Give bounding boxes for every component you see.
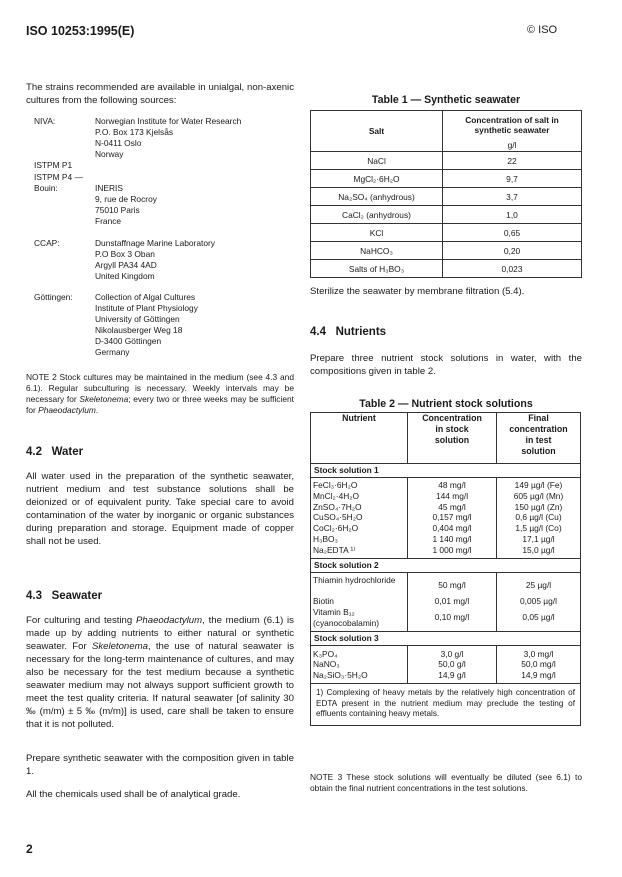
table-1-title: Table 1 — Synthetic seawater (371, 94, 521, 106)
source-key: CCAP: (34, 238, 60, 248)
table-1-synthetic-seawater (310, 110, 582, 278)
note-text: ; every two or three weeks may be sufficient for (26, 394, 295, 415)
note-3: NOTE 3 These stock solutions will eventually be diluted (see 6.1) to obtain the final nutrient concentrations in the test solutions. (310, 772, 582, 793)
table-row (311, 188, 582, 206)
nutrient-cell: MnCl₂·4H₂O (313, 490, 360, 501)
concentration-cell: 0,20 (443, 242, 582, 260)
page-number: 2 (26, 842, 33, 856)
address-line: N-0411 Oslo (95, 138, 142, 148)
stock-cell: 50 mg/l (438, 579, 466, 590)
table-row (311, 206, 582, 224)
nutrient-cell: Vitamin B₁₂ (cyanocobalamin) (313, 606, 380, 628)
address-line: INERIS (95, 183, 123, 193)
section-heading-water: 4.2 Water (26, 446, 84, 458)
header-line: synthetic seawater (474, 125, 550, 135)
stock-cell: 1 000 mg/l (432, 544, 472, 555)
stock-cell: 0,157 mg/l (432, 512, 472, 523)
header-line: solution (521, 446, 556, 456)
source-address (95, 292, 198, 358)
stock-cell: 3,0 g/l (440, 648, 464, 659)
address-line: Institute of Plant Physiology (95, 303, 198, 313)
table-row (311, 242, 582, 260)
seawater-composition-paragraph: Prepare synthetic seawater with the composition given in table 1. (26, 753, 294, 777)
nutrient-column (311, 478, 408, 559)
stock-column (408, 572, 497, 631)
nutrient-cell: Na₂SiO₃·5H₂O (313, 670, 368, 681)
stock-solution-1-header (311, 464, 581, 478)
table-row (311, 572, 581, 631)
section-label: Stock solution 2 (311, 558, 581, 572)
salt-cell: Na₂SO₄ (anhydrous) (311, 188, 443, 206)
address-line: Collection of Algal Cultures (95, 292, 196, 302)
concentration-cell: 0,023 (443, 260, 582, 278)
species-name: Phaeodactylum (38, 405, 96, 415)
table-footnote: 1) Complexing of heavy metals by the relatively high concentration of EDTA present in the nutrient medium may preclude the testing of effluents containing heavy metals. (311, 683, 581, 725)
table-row (311, 645, 581, 683)
stock-cell: 0,404 mg/l (432, 523, 472, 534)
address-line: France (95, 216, 122, 226)
note-2 (26, 372, 294, 416)
species-name: Phaeodactylum (136, 615, 203, 626)
section-label: Stock solution 1 (311, 464, 581, 478)
paragraph-text: , the medium (6.1) is made up by adding nutrients to either natural or synthetic seawater. For (26, 615, 294, 652)
header-line: Concentration (422, 413, 482, 423)
stock-cell: 0,01 mg/l (434, 596, 470, 607)
source-address (95, 116, 241, 160)
final-cell: 25 µg/l (525, 579, 552, 590)
section-label: Stock solution 3 (311, 631, 581, 645)
nutrient-cell: Thiamin hydrochloride (313, 574, 396, 585)
concentration-cell: 9,7 (443, 170, 582, 188)
nutrients-paragraph: Prepare three nutrient stock solutions in water, with the compositions given in table 2. (310, 353, 582, 377)
header-line: solution (434, 435, 470, 445)
address-line: 75010 Paris (95, 205, 140, 215)
header-line: in test (525, 435, 552, 445)
address-line: Nikolausberger Weg 18 (95, 325, 183, 335)
nutrient-column (311, 645, 408, 683)
stock-cell: 14,9 g/l (438, 670, 466, 681)
stock-cell: 50,0 g/l (438, 659, 466, 670)
nutrient-cell: CoCl₂·6H₂O (313, 523, 359, 534)
table-row (311, 170, 582, 188)
nutrient-cell: ZnSO₄·7H₂O (313, 501, 362, 512)
stock-solution-3-header (311, 631, 581, 645)
species-name: Skeletonema (91, 641, 148, 652)
stock-cell: 45 mg/l (438, 501, 466, 512)
paragraph-text: For culturing and testing (26, 615, 133, 626)
salt-cell: KCl (311, 224, 443, 242)
unit-label: g/l (443, 139, 582, 152)
address-line: Argyll PA34 4AD (95, 260, 157, 270)
source-key: Göttingen: (34, 292, 73, 302)
final-cell: 605 µg/l (Mn) (513, 490, 564, 501)
salt-cell: Salts of H₃BO₃ (311, 260, 443, 278)
seawater-paragraph (26, 614, 294, 731)
section-heading-seawater: 4.3 Seawater (26, 590, 103, 602)
address-line: P.O. Box 173 Kjelsås (95, 127, 174, 137)
final-column (497, 645, 581, 683)
species-name: Skeletonema (79, 394, 129, 404)
address-line: P.O Box 3 Oban (95, 249, 155, 259)
stock-cell: 1 140 mg/l (432, 533, 472, 544)
salt-cell: NaHCO₃ (311, 242, 443, 260)
table-footnote-row (311, 683, 581, 725)
table-row (311, 224, 582, 242)
stock-solution-2-header (311, 558, 581, 572)
section-heading-nutrients: 4.4 Nutrients (310, 326, 387, 338)
final-cell: 3,0 mg/l (523, 648, 554, 659)
table-row (311, 478, 581, 559)
paragraph-text: , the use of natural seawater is necessary for the long-term maintenance of cultures, and may also be necessary for the test medium because a synthetic seawater medium may not always support sufficient growth to meet the test quality criteria. If natural seawater [of salinity 30 ‰ (m/m) ± 5 ‰ (m/m)] is used, care shall be taken to ensure that it is not polluted. (26, 641, 295, 730)
standard-number: ISO 10253:1995(E) (26, 24, 135, 38)
note-text: NOTE 2 Stock cultures may be maintained in the medium (see 4.3 and 6.1). Regular subculturing is necessary. Weekly intervals may be necessary for (26, 372, 294, 404)
table-row (311, 152, 582, 170)
stock-column (408, 478, 497, 559)
concentration-cell: 1,0 (443, 206, 582, 224)
source-address (95, 183, 157, 227)
stock-cell: 0,10 mg/l (434, 611, 470, 622)
sterilize-paragraph: Sterilize the seawater by membrane filtration (5.4). (310, 286, 525, 297)
nutrient-cell: NaNO₃ (313, 659, 340, 670)
final-column (497, 572, 581, 631)
address-line: United Kingdom (95, 271, 155, 281)
table-2-nutrient-stock-solutions (310, 412, 581, 726)
nutrient-cell: Na₂EDTA ¹⁾ (313, 544, 356, 555)
address-line: University of Göttingen (95, 314, 180, 324)
table-2-title: Table 2 — Nutrient stock solutions (359, 398, 533, 410)
salt-cell: CaCl₂ (anhydrous) (311, 206, 443, 224)
concentration-cell: 22 (443, 152, 582, 170)
final-cell: 50,0 mg/l (521, 659, 556, 670)
final-column (497, 478, 581, 559)
nutrient-cell: H₃BO₃ (313, 533, 338, 544)
final-cell: 0,6 µg/l (Cu) (515, 512, 562, 523)
intro-paragraph: The strains recommended are available in unialgal, non-axenic cultures from the following sources: (26, 82, 294, 106)
final-cell: 1,5 µg/l (Co) (515, 523, 562, 534)
column-header-concentration (443, 111, 582, 140)
column-header-nutrient: Nutrient (311, 413, 408, 464)
source-key: NIVA: (34, 116, 56, 126)
nutrient-column (311, 572, 408, 631)
address-line: 9, rue de Rocroy (95, 194, 157, 204)
address-line: Dunstaffnage Marine Laboratory (95, 238, 215, 248)
stock-cell: 144 mg/l (435, 490, 469, 501)
address-line: D-3400 Göttingen (95, 336, 162, 346)
stock-cell: 48 mg/l (438, 480, 466, 490)
column-header-salt: Salt (311, 111, 443, 152)
concentration-cell: 3,7 (443, 188, 582, 206)
nutrient-cell: Biotin (313, 596, 334, 607)
header-line: Final (528, 413, 549, 423)
final-cell: 0,05 µg/l (522, 611, 555, 622)
address-line: Norway (95, 149, 124, 159)
source-key: ISTPM P1 (34, 160, 73, 170)
table-row (311, 260, 582, 278)
nutrient-cell: FeCl₃·6H₂O (313, 480, 358, 490)
salt-cell: NaCl (311, 152, 443, 170)
water-paragraph: All water used in the preparation of the synthetic seawater, nutrient medium and test substance solutions shall be deionized or of equivalent purity. Take special care to avoid contamination of the water by inorganic or organic substances during preparation and storage. Equipment made of copper shall not be used. (26, 471, 294, 547)
source-key: ISTPM P4 — (34, 172, 83, 182)
final-cell: 149 µg/l (Fe) (514, 480, 563, 490)
copyright-mark: © ISO (527, 24, 558, 36)
nutrient-cell: K₃PO₄ (313, 648, 338, 659)
note-text: . (95, 405, 99, 415)
header-line: Concentration of salt in (465, 115, 559, 125)
column-header-final-concentration (497, 413, 581, 464)
column-header-stock-concentration (408, 413, 497, 464)
header-line: concentration (509, 424, 568, 434)
address-line: Germany (95, 347, 130, 357)
source-key: Bouin: (34, 183, 58, 193)
address-line: Norwegian Institute for Water Research (95, 116, 242, 126)
analytical-grade-paragraph: All the chemicals used shall be of analytical grade. (26, 789, 241, 800)
final-cell: 15,0 µg/l (522, 544, 555, 555)
nutrient-cell: CuSO₄·5H₂O (313, 512, 363, 523)
final-cell: 17,1 µg/l (522, 533, 555, 544)
header-line: in stock (435, 424, 469, 434)
salt-cell: MgCl₂·6H₂O (311, 170, 443, 188)
final-cell: 0,005 µg/l (520, 596, 557, 607)
stock-column (408, 645, 497, 683)
final-cell: 150 µg/l (Zn) (514, 501, 563, 512)
concentration-cell: 0,65 (443, 224, 582, 242)
source-address (95, 238, 215, 282)
final-cell: 14,9 mg/l (521, 670, 556, 681)
